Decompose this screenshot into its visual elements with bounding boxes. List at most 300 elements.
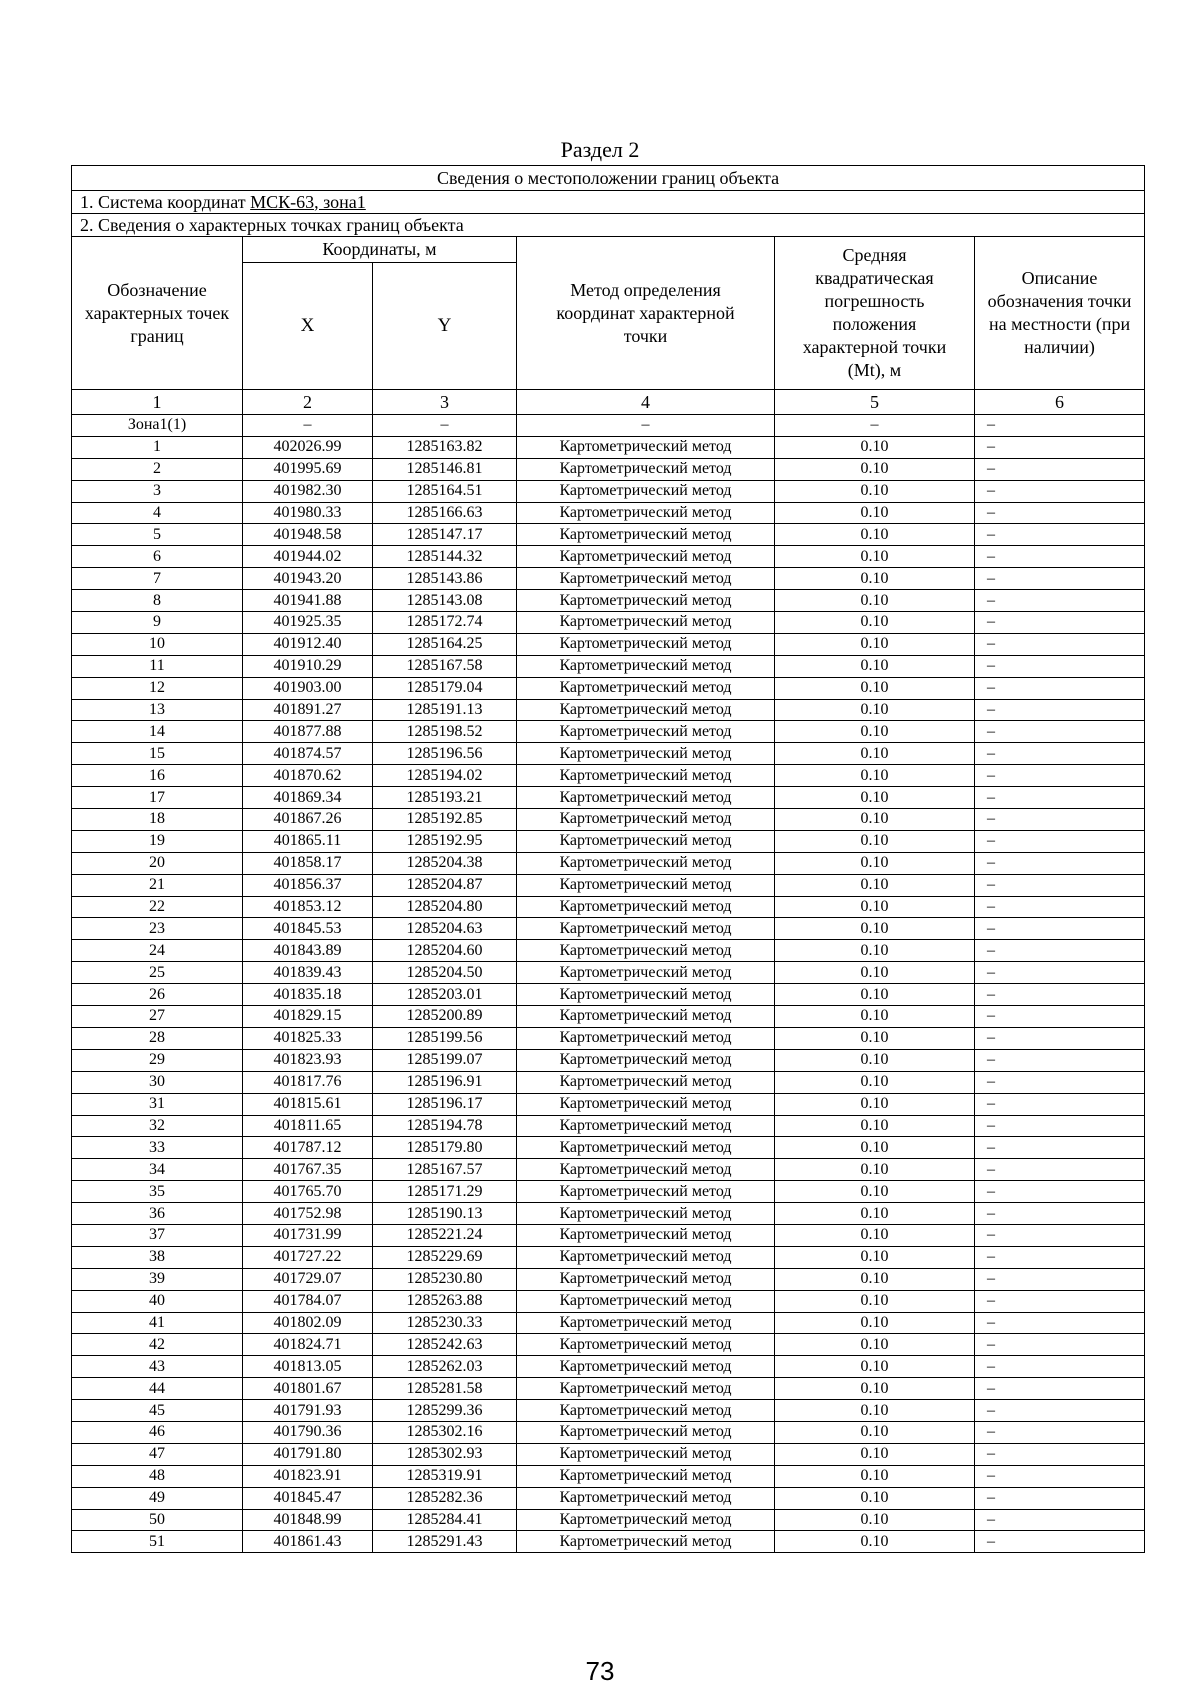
error-cell: 0.10: [775, 896, 975, 918]
error-cell: 0.10: [775, 1509, 975, 1531]
y-cell: 1285203.01: [373, 984, 517, 1006]
table-row: [72, 852, 1145, 874]
table-caption: Сведения о местоположении границ объекта: [72, 166, 1145, 191]
x-cell: 401982.30: [243, 480, 373, 502]
error-cell: 0.10: [775, 765, 975, 787]
error-cell: 0.10: [775, 1378, 975, 1400]
description-cell: –: [975, 1378, 1145, 1400]
method-cell: Картометрический метод: [517, 721, 775, 743]
method-cell: Картометрический метод: [517, 1049, 775, 1071]
table-row: [72, 874, 1145, 896]
x-cell: 401801.67: [243, 1378, 373, 1400]
method-cell: Картометрический метод: [517, 677, 775, 699]
table-row: [72, 1312, 1145, 1334]
point-number-cell: 32: [72, 1115, 243, 1137]
point-number-cell: 40: [72, 1290, 243, 1312]
y-cell: 1285204.87: [373, 874, 517, 896]
method-cell: Картометрический метод: [517, 962, 775, 984]
x-cell: 401835.18: [243, 984, 373, 1006]
x-cell: 401925.35: [243, 612, 373, 634]
y-cell: 1285200.89: [373, 1006, 517, 1028]
error-cell: 0.10: [775, 655, 975, 677]
table-row: [72, 568, 1145, 590]
error-cell: 0.10: [775, 633, 975, 655]
table-row: [72, 1465, 1145, 1487]
x-cell: 401903.00: [243, 677, 373, 699]
y-cell: 1285204.63: [373, 918, 517, 940]
method-cell: Картометрический метод: [517, 1400, 775, 1422]
error-cell: 0.10: [775, 1006, 975, 1028]
y-cell: 1285192.95: [373, 830, 517, 852]
x-cell: 401943.20: [243, 568, 373, 590]
table-row: [72, 1027, 1145, 1049]
error-cell: 0.10: [775, 524, 975, 546]
point-number-cell: 5: [72, 524, 243, 546]
method-cell: Картометрический метод: [517, 852, 775, 874]
table-row: [72, 699, 1145, 721]
error-cell: 0.10: [775, 546, 975, 568]
method-cell: Картометрический метод: [517, 1290, 775, 1312]
method-cell: Картометрический метод: [517, 480, 775, 502]
description-cell: –: [975, 852, 1145, 874]
error-cell: 0.10: [775, 1181, 975, 1203]
description-cell: –: [975, 721, 1145, 743]
y-cell: 1285204.80: [373, 896, 517, 918]
x-cell: 401867.26: [243, 809, 373, 831]
error-cell: 0.10: [775, 1203, 975, 1225]
y-cell: 1285194.78: [373, 1115, 517, 1137]
point-number-cell: 9: [72, 612, 243, 634]
x-cell: 401787.12: [243, 1137, 373, 1159]
method-cell: Картометрический метод: [517, 1071, 775, 1093]
point-number-cell: 47: [72, 1443, 243, 1465]
point-number-cell: 15: [72, 743, 243, 765]
description-cell: –: [975, 458, 1145, 480]
point-number-cell: 45: [72, 1400, 243, 1422]
table-row: [72, 1159, 1145, 1181]
header-coordinates: Координаты, м: [243, 237, 517, 263]
method-cell: Картометрический метод: [517, 502, 775, 524]
description-cell: –: [975, 1027, 1145, 1049]
point-number-cell: 11: [72, 655, 243, 677]
error-cell: 0.10: [775, 1487, 975, 1509]
point-number-cell: 2: [72, 458, 243, 480]
x-cell: 401869.34: [243, 787, 373, 809]
description-cell: –: [975, 1181, 1145, 1203]
description-cell: –: [975, 1312, 1145, 1334]
description-cell: –: [975, 962, 1145, 984]
table-row: [72, 1049, 1145, 1071]
method-cell: Картометрический метод: [517, 458, 775, 480]
table-row: [72, 830, 1145, 852]
table-row: [72, 1137, 1145, 1159]
method-cell: Картометрический метод: [517, 1378, 775, 1400]
zone-cell: –: [975, 415, 1145, 437]
point-number-cell: 3: [72, 480, 243, 502]
method-cell: Картометрический метод: [517, 1334, 775, 1356]
description-cell: –: [975, 1531, 1145, 1553]
y-cell: 1285230.33: [373, 1312, 517, 1334]
point-number-cell: 30: [72, 1071, 243, 1093]
table-row: [72, 1531, 1145, 1553]
y-cell: 1285166.63: [373, 502, 517, 524]
point-number-cell: 38: [72, 1246, 243, 1268]
error-cell: 0.10: [775, 1290, 975, 1312]
x-cell: 401791.80: [243, 1443, 373, 1465]
description-cell: –: [975, 1443, 1145, 1465]
x-cell: 401815.61: [243, 1093, 373, 1115]
x-cell: 401944.02: [243, 546, 373, 568]
description-cell: –: [975, 502, 1145, 524]
y-cell: 1285163.82: [373, 436, 517, 458]
y-cell: 1285167.57: [373, 1159, 517, 1181]
y-cell: 1285179.04: [373, 677, 517, 699]
y-cell: 1285199.56: [373, 1027, 517, 1049]
point-number-cell: 20: [72, 852, 243, 874]
y-cell: 1285299.36: [373, 1400, 517, 1422]
error-cell: 0.10: [775, 1400, 975, 1422]
table-row: [72, 1115, 1145, 1137]
y-cell: 1285167.58: [373, 655, 517, 677]
point-number-cell: 17: [72, 787, 243, 809]
method-cell: Картометрический метод: [517, 633, 775, 655]
points-heading-row: [72, 214, 1145, 237]
description-cell: –: [975, 1093, 1145, 1115]
description-cell: –: [975, 1421, 1145, 1443]
x-cell: 401784.07: [243, 1290, 373, 1312]
description-cell: –: [975, 1334, 1145, 1356]
error-cell: 0.10: [775, 1093, 975, 1115]
header-row: [72, 237, 1145, 263]
table-row: [72, 502, 1145, 524]
point-number-cell: 4: [72, 502, 243, 524]
method-cell: Картометрический метод: [517, 1487, 775, 1509]
error-cell: 0.10: [775, 852, 975, 874]
coord-system-value: МСК-63, зона1: [250, 191, 366, 212]
method-cell: Картометрический метод: [517, 1137, 775, 1159]
description-cell: –: [975, 612, 1145, 634]
error-cell: 0.10: [775, 1421, 975, 1443]
description-cell: –: [975, 765, 1145, 787]
y-cell: 1285196.17: [373, 1093, 517, 1115]
x-cell: 401874.57: [243, 743, 373, 765]
point-number-cell: 35: [72, 1181, 243, 1203]
y-cell: 1285302.16: [373, 1421, 517, 1443]
error-cell: 0.10: [775, 568, 975, 590]
method-cell: Картометрический метод: [517, 743, 775, 765]
x-cell: 401752.98: [243, 1203, 373, 1225]
method-cell: Картометрический метод: [517, 568, 775, 590]
table-row: [72, 984, 1145, 1006]
x-cell: 401813.05: [243, 1356, 373, 1378]
description-cell: –: [975, 984, 1145, 1006]
point-number-cell: 22: [72, 896, 243, 918]
description-cell: –: [975, 1071, 1145, 1093]
point-number-cell: 7: [72, 568, 243, 590]
description-cell: –: [975, 1049, 1145, 1071]
point-number-cell: 36: [72, 1203, 243, 1225]
method-cell: Картометрический метод: [517, 590, 775, 612]
error-cell: 0.10: [775, 1137, 975, 1159]
x-cell: 401848.99: [243, 1509, 373, 1531]
description-cell: –: [975, 655, 1145, 677]
error-cell: 0.10: [775, 1312, 975, 1334]
point-number-cell: 50: [72, 1509, 243, 1531]
zone-name: Зона1(1): [72, 415, 243, 437]
x-cell: 401865.11: [243, 830, 373, 852]
x-cell: 401839.43: [243, 962, 373, 984]
description-cell: –: [975, 1203, 1145, 1225]
y-cell: 1285230.80: [373, 1268, 517, 1290]
y-cell: 1285319.91: [373, 1465, 517, 1487]
x-cell: 401870.62: [243, 765, 373, 787]
table-row: [72, 1378, 1145, 1400]
method-cell: Картометрический метод: [517, 1443, 775, 1465]
method-cell: Картометрический метод: [517, 699, 775, 721]
method-cell: Картометрический метод: [517, 1356, 775, 1378]
point-number-cell: 6: [72, 546, 243, 568]
x-cell: 401825.33: [243, 1027, 373, 1049]
y-cell: 1285263.88: [373, 1290, 517, 1312]
page-number: 73: [585, 1656, 615, 1686]
error-cell: 0.10: [775, 677, 975, 699]
y-cell: 1285291.43: [373, 1531, 517, 1553]
x-cell: 401817.76: [243, 1071, 373, 1093]
header-designation: Обозначение характерных точек границ: [72, 237, 243, 390]
y-cell: 1285171.29: [373, 1181, 517, 1203]
point-number-cell: 39: [72, 1268, 243, 1290]
description-cell: –: [975, 524, 1145, 546]
header-method: Метод определения координат характерной точки: [517, 237, 775, 390]
y-cell: 1285164.25: [373, 633, 517, 655]
point-number-cell: 46: [72, 1421, 243, 1443]
description-cell: –: [975, 1159, 1145, 1181]
error-cell: 0.10: [775, 1443, 975, 1465]
table-row: [72, 962, 1145, 984]
method-cell: Картометрический метод: [517, 546, 775, 568]
point-number-cell: 26: [72, 984, 243, 1006]
method-cell: Картометрический метод: [517, 940, 775, 962]
description-cell: –: [975, 1246, 1145, 1268]
point-number-cell: 29: [72, 1049, 243, 1071]
x-cell: 401877.88: [243, 721, 373, 743]
method-cell: Картометрический метод: [517, 1006, 775, 1028]
x-cell: 401790.36: [243, 1421, 373, 1443]
method-cell: Картометрический метод: [517, 1181, 775, 1203]
table-row: [72, 458, 1145, 480]
method-cell: Картометрический метод: [517, 1246, 775, 1268]
description-cell: –: [975, 590, 1145, 612]
table-row: [72, 940, 1145, 962]
header-error-text: Средняя квадратическая погрешность положения характерной точки (Mt), м: [802, 245, 947, 380]
method-cell: Картометрический метод: [517, 1027, 775, 1049]
x-cell: 401791.93: [243, 1400, 373, 1422]
description-cell: –: [975, 1465, 1145, 1487]
table-row: [72, 1421, 1145, 1443]
method-cell: Картометрический метод: [517, 918, 775, 940]
table-row: [72, 1006, 1145, 1028]
error-cell: 0.10: [775, 830, 975, 852]
method-cell: Картометрический метод: [517, 1093, 775, 1115]
x-cell: 401767.35: [243, 1159, 373, 1181]
y-cell: 1285193.21: [373, 787, 517, 809]
column-numbers-row: [72, 390, 1145, 415]
table-row: [72, 1334, 1145, 1356]
error-cell: 0.10: [775, 984, 975, 1006]
table-row: [72, 1509, 1145, 1531]
x-cell: 401980.33: [243, 502, 373, 524]
x-cell: 401729.07: [243, 1268, 373, 1290]
point-number-cell: 48: [72, 1465, 243, 1487]
method-cell: Картометрический метод: [517, 984, 775, 1006]
point-number-cell: 33: [72, 1137, 243, 1159]
table-row: [72, 1268, 1145, 1290]
error-cell: 0.10: [775, 1246, 975, 1268]
zone-cell: –: [373, 415, 517, 437]
table-row: [72, 633, 1145, 655]
method-cell: Картометрический метод: [517, 1312, 775, 1334]
point-number-cell: 27: [72, 1006, 243, 1028]
column-number: 6: [975, 390, 1145, 415]
y-cell: 1285192.85: [373, 809, 517, 831]
method-cell: Картометрический метод: [517, 1268, 775, 1290]
point-number-cell: 42: [72, 1334, 243, 1356]
error-cell: 0.10: [775, 1115, 975, 1137]
point-number-cell: 13: [72, 699, 243, 721]
method-cell: Картометрический метод: [517, 1531, 775, 1553]
method-cell: Картометрический метод: [517, 830, 775, 852]
description-cell: –: [975, 1400, 1145, 1422]
point-number-cell: 10: [72, 633, 243, 655]
y-cell: 1285302.93: [373, 1443, 517, 1465]
x-cell: 402026.99: [243, 436, 373, 458]
table-row: [72, 765, 1145, 787]
table-row: [72, 896, 1145, 918]
description-cell: –: [975, 1224, 1145, 1246]
description-cell: –: [975, 699, 1145, 721]
description-cell: –: [975, 1115, 1145, 1137]
description-cell: –: [975, 1006, 1145, 1028]
point-number-cell: 37: [72, 1224, 243, 1246]
coord-system-prefix: 1. Система координат: [80, 191, 251, 212]
error-cell: 0.10: [775, 809, 975, 831]
points-heading: 2. Сведения о характерных точках границ объекта: [72, 214, 1145, 237]
point-number-cell: 24: [72, 940, 243, 962]
description-cell: –: [975, 874, 1145, 896]
point-number-cell: 16: [72, 765, 243, 787]
boundary-points-table: [71, 165, 1145, 1553]
x-cell: 401845.47: [243, 1487, 373, 1509]
table-row: [72, 918, 1145, 940]
point-number-cell: 18: [72, 809, 243, 831]
point-number-cell: 1: [72, 436, 243, 458]
error-cell: 0.10: [775, 1465, 975, 1487]
table-row: [72, 809, 1145, 831]
point-number-cell: 19: [72, 830, 243, 852]
error-cell: 0.10: [775, 1071, 975, 1093]
zone-cell: –: [517, 415, 775, 437]
x-cell: 401802.09: [243, 1312, 373, 1334]
column-number: 5: [775, 390, 975, 415]
description-cell: –: [975, 1509, 1145, 1531]
table-row: [72, 1487, 1145, 1509]
error-cell: 0.10: [775, 787, 975, 809]
error-cell: 0.10: [775, 743, 975, 765]
method-cell: Картометрический метод: [517, 1465, 775, 1487]
table-row: [72, 677, 1145, 699]
table-row: [72, 1181, 1145, 1203]
error-cell: 0.10: [775, 1531, 975, 1553]
y-cell: 1285198.52: [373, 721, 517, 743]
table-row: [72, 590, 1145, 612]
y-cell: 1285282.36: [373, 1487, 517, 1509]
method-cell: Картометрический метод: [517, 1224, 775, 1246]
point-number-cell: 12: [72, 677, 243, 699]
x-cell: 401948.58: [243, 524, 373, 546]
y-cell: 1285204.60: [373, 940, 517, 962]
description-cell: –: [975, 1290, 1145, 1312]
x-cell: 401811.65: [243, 1115, 373, 1137]
description-cell: –: [975, 677, 1145, 699]
description-cell: –: [975, 809, 1145, 831]
description-cell: –: [975, 1268, 1145, 1290]
description-cell: –: [975, 918, 1145, 940]
x-cell: 401858.17: [243, 852, 373, 874]
y-cell: 1285196.91: [373, 1071, 517, 1093]
table-row: [72, 721, 1145, 743]
x-cell: 401912.40: [243, 633, 373, 655]
x-cell: 401843.89: [243, 940, 373, 962]
description-cell: –: [975, 1137, 1145, 1159]
error-cell: 0.10: [775, 612, 975, 634]
error-cell: 0.10: [775, 1334, 975, 1356]
method-cell: Картометрический метод: [517, 1421, 775, 1443]
y-cell: 1285262.03: [373, 1356, 517, 1378]
error-cell: 0.10: [775, 502, 975, 524]
description-cell: –: [975, 568, 1145, 590]
x-cell: 401995.69: [243, 458, 373, 480]
x-cell: 401845.53: [243, 918, 373, 940]
y-cell: 1285196.56: [373, 743, 517, 765]
x-cell: 401824.71: [243, 1334, 373, 1356]
column-number: 3: [373, 390, 517, 415]
x-cell: 401941.88: [243, 590, 373, 612]
y-cell: 1285146.81: [373, 458, 517, 480]
error-cell: 0.10: [775, 918, 975, 940]
description-cell: –: [975, 1487, 1145, 1509]
error-cell: 0.10: [775, 1268, 975, 1290]
table-row: [72, 436, 1145, 458]
table-row: [72, 524, 1145, 546]
table-row: [72, 1071, 1145, 1093]
x-cell: 401765.70: [243, 1181, 373, 1203]
error-cell: 0.10: [775, 699, 975, 721]
header-description: Описание обозначения точки на местности (при наличии): [975, 237, 1145, 390]
zone-cell: –: [775, 415, 975, 437]
method-cell: Картометрический метод: [517, 787, 775, 809]
y-cell: 1285172.74: [373, 612, 517, 634]
y-cell: 1285143.86: [373, 568, 517, 590]
y-cell: 1285221.24: [373, 1224, 517, 1246]
x-cell: 401823.93: [243, 1049, 373, 1071]
method-cell: Картометрический метод: [517, 1203, 775, 1225]
table-row: [72, 1203, 1145, 1225]
error-cell: 0.10: [775, 962, 975, 984]
column-number: 2: [243, 390, 373, 415]
method-cell: Картометрический метод: [517, 436, 775, 458]
method-cell: Картометрический метод: [517, 1509, 775, 1531]
x-cell: 401856.37: [243, 874, 373, 896]
